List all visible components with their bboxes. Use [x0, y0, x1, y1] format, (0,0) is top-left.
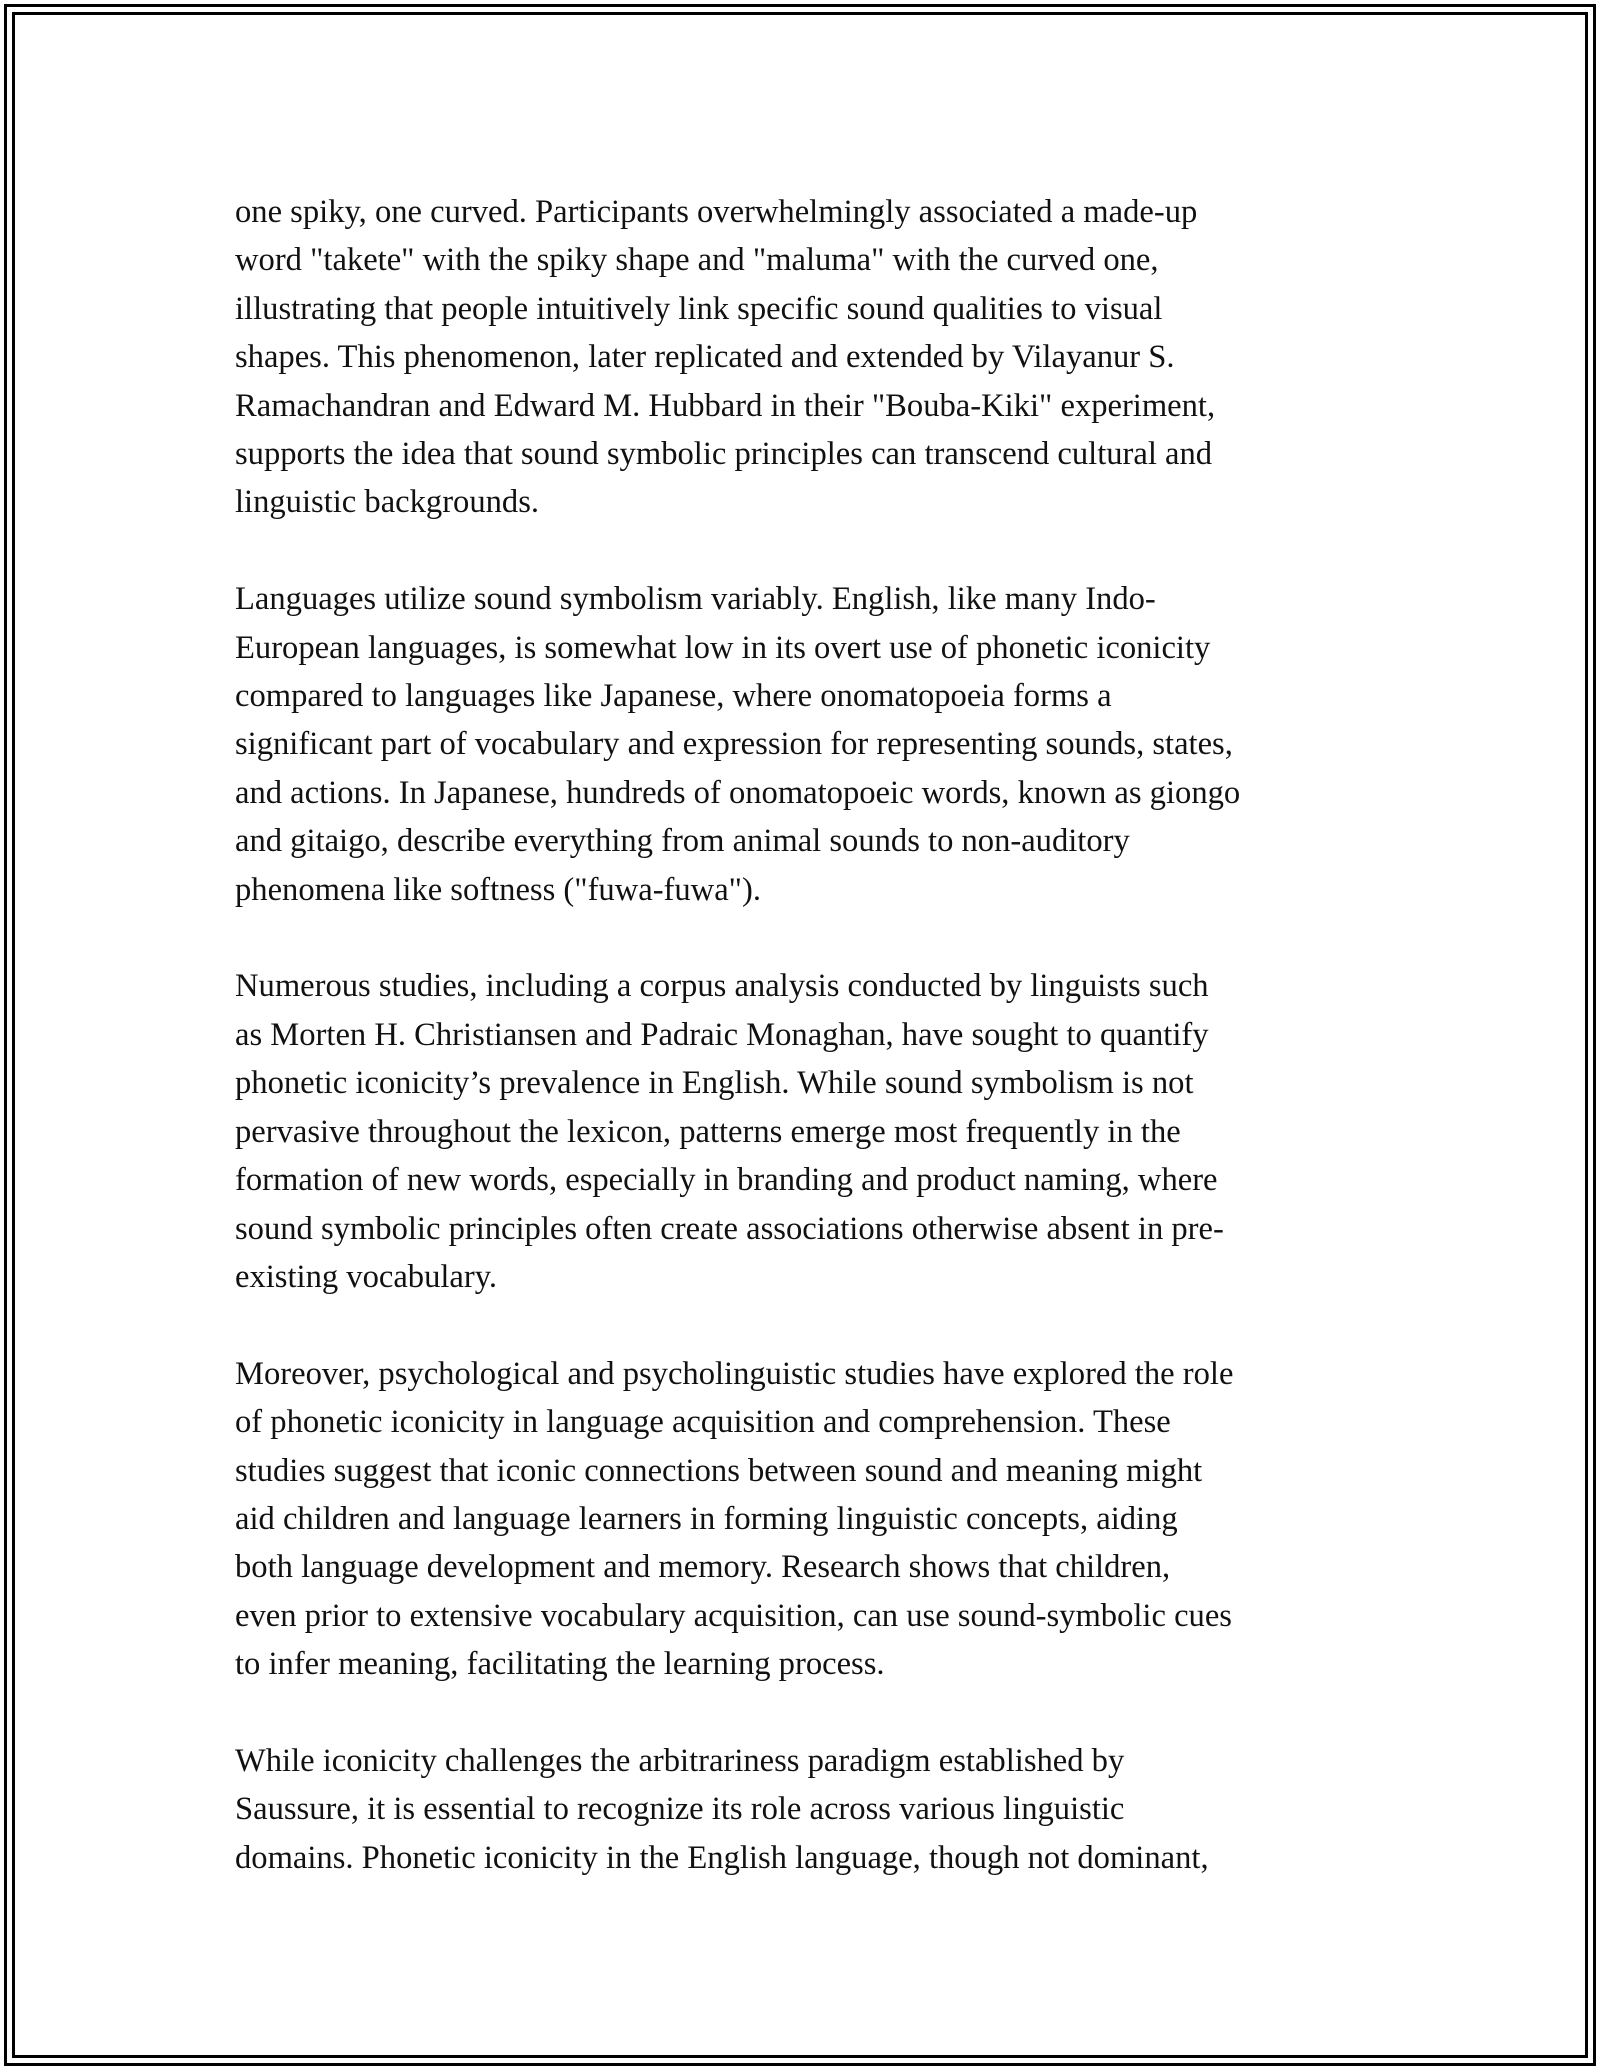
text-line: one spiky, one curved. Participants overwhelmingly associated a made-up — [235, 194, 1198, 230]
text-line: Numerous studies, including a corpus analysis conducted by linguists such — [235, 968, 1209, 1005]
text-line: to infer meaning, facilitating the learning process. — [235, 1646, 885, 1683]
text-line: phonetic iconicity’s prevalence in English. While sound symbolism is not — [235, 1065, 1194, 1102]
text-line: Ramachandran and Edward M. Hubbard in their "Bouba-Kiki" experiment, — [235, 387, 1216, 424]
text-line: domains. Phonetic iconicity in the English language, though not dominant, — [235, 1839, 1209, 1876]
text-line: supports the idea that sound symbolic principles can transcend cultural and — [235, 436, 1213, 473]
text-line: as Morten H. Christiansen and Padraic Monaghan, have sought to quantify — [235, 1016, 1209, 1053]
text-line: phenomena like softness ("fuwa-fuwa"). — [235, 871, 761, 908]
paragraph-corpus-studies — [235, 962, 1375, 1301]
text-line: and actions. In Japanese, hundreds of onomatopoeic words, known as giongo — [235, 774, 1241, 811]
text-line: aid children and language learners in forming linguistic concepts, aiding — [235, 1500, 1178, 1537]
text-line: significant part of vocabulary and expression for representing sounds, states, — [235, 726, 1233, 763]
text-line: Moreover, psychological and psycholinguistic studies have explored the role — [235, 1355, 1234, 1392]
text-line: both language development and memory. Research shows that children, — [235, 1549, 1171, 1586]
text-line: While iconicity challenges the arbitrariness paradigm established by — [235, 1742, 1125, 1779]
text-line: linguistic backgrounds. — [235, 484, 540, 521]
text-line: shapes. This phenomenon, later replicated and extended by Vilayanur S. — [235, 339, 1175, 376]
text-line: and gitaigo, describe everything from animal sounds to non-auditory — [235, 823, 1130, 860]
document-body — [235, 188, 1375, 1931]
text-line: sound symbolic principles often create associations otherwise absent in pre- — [235, 1210, 1224, 1247]
text-line: existing vocabulary. — [235, 1258, 498, 1295]
text-line: European languages, is somewhat low in its overt use of phonetic iconicity — [235, 629, 1211, 666]
text-line: studies suggest that iconic connections between sound and meaning might — [235, 1452, 1203, 1489]
text-line: of phonetic iconicity in language acquisition and comprehension. These — [235, 1404, 1171, 1441]
text-line: formation of new words, especially in branding and product naming, where — [235, 1162, 1218, 1199]
text-line: word "takete" with the spiky shape and "maluma" with the curved one, — [235, 242, 1159, 279]
paragraph-arbitrariness-conclusion — [235, 1737, 1375, 1882]
text-line: pervasive throughout the lexicon, patterns emerge most frequently in the — [235, 1113, 1181, 1150]
text-line: compared to languages like Japanese, where onomatopoeia forms a — [235, 678, 1112, 715]
paragraph-sound-shape-experiment — [235, 188, 1375, 527]
text-line: even prior to extensive vocabulary acquisition, can use sound-symbolic cues — [235, 1597, 1232, 1634]
text-line: Languages utilize sound symbolism variably. English, like many Indo- — [235, 581, 1156, 618]
paragraph-acquisition-studies — [235, 1350, 1375, 1689]
text-line: Saussure, it is essential to recognize its role across various linguistic — [235, 1791, 1125, 1828]
paragraph-language-variation — [235, 575, 1375, 914]
text-line: illustrating that people intuitively link specific sound qualities to visual — [235, 290, 1163, 327]
